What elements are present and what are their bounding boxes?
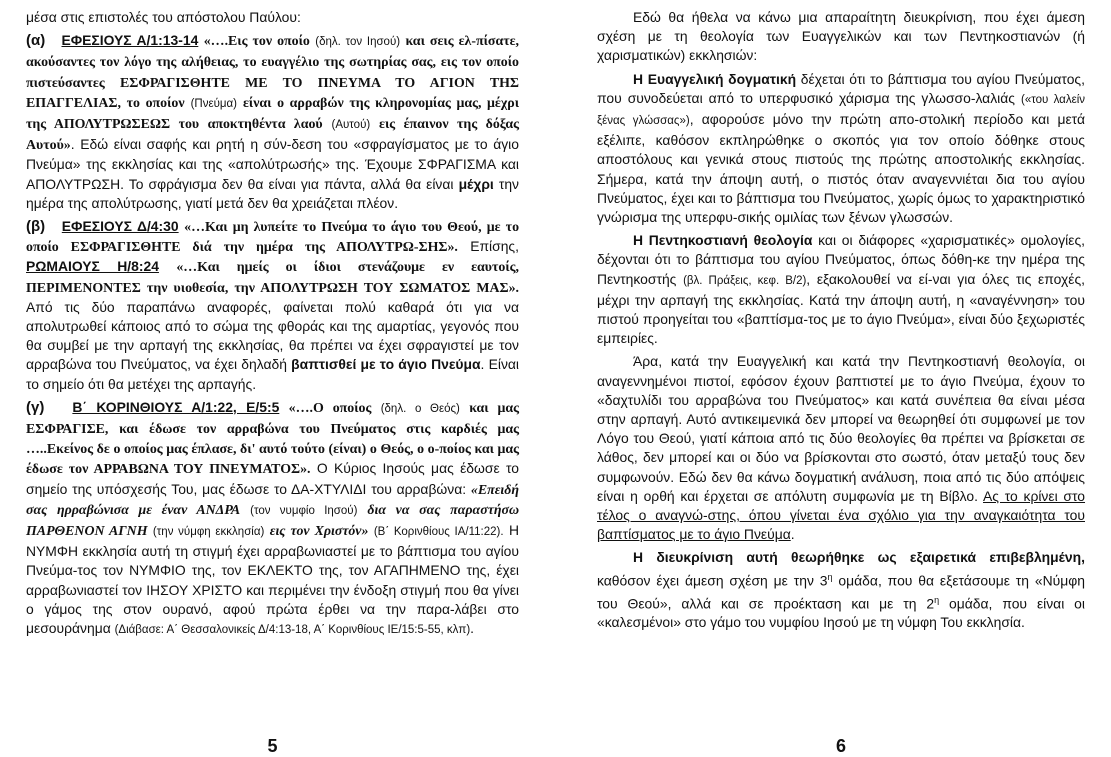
text-c3: . — [470, 620, 475, 637]
note-c5: (Διάβασε: Α΄ Θεσσαλονικείς Δ/4:13-18, Α΄ Κορινθίους ΙΕ/15:5-55, κλπ) — [114, 624, 471, 637]
text-b3: . Είναι το σημείο ότι θα μετέχει της αρπαγής. — [26, 356, 519, 392]
bold-b1: βαπτισθεί με το άγιο Πνεύμα — [291, 356, 481, 373]
paragraph-final — [597, 548, 1085, 632]
text-evangelical-1: δέχεται ότι το βάπτισμα του αγίου Πνεύματος, που συνοδεύεται από το υπερφυσικό χάρισμα της γλωσσο-λαλιάς — [597, 70, 1085, 106]
paragraph-clarification — [597, 8, 1085, 66]
paragraph-evangelical — [597, 70, 1085, 228]
quote-b2: «…Και ημείς οι ίδιοι στενάζουμε εν εαυτοίς, ΠΕΡΙΜΕΝΟΝΤΕΣ την υιοθεσία, την ΑΠΟΛΥΤΡΩΣΗ ΤΟΥ ΣΩΜΑΤΟΣ ΜΑΣ». — [26, 260, 519, 296]
note-c3: (την νύμφη εκκλησία) — [152, 526, 265, 539]
reference-ephesians-1: ΕΦΕΣΙΟΥΣ Α/1:13-14 — [61, 32, 199, 49]
note-a1: (δηλ. τον Ιησού) — [315, 36, 401, 49]
text-b1: Επίσης, — [470, 238, 519, 255]
left-page-body — [26, 8, 519, 640]
right-page-body — [597, 8, 1085, 633]
note-a3: (Αυτού) — [331, 119, 371, 132]
note-c2: (τον νυμφίο Ιησού) — [250, 504, 358, 517]
paragraph-pentecostal — [597, 231, 1085, 348]
paragraph-b — [26, 217, 519, 394]
superscript-2: η — [934, 594, 940, 605]
intro-text: μέσα στις επιστολές του απόστολου Παύλου: — [26, 9, 301, 25]
intro-line — [26, 8, 519, 27]
label-a: (α) — [26, 32, 46, 50]
quote-c5: εις τον Χριστόν» — [269, 524, 369, 540]
text-final-1: καθόσον έχει άμεση σχέση με την 3 — [597, 572, 828, 589]
quote-c3: «Επειδή σας ηρραβώνισα με έναν ΑΝΔΡΑ — [26, 482, 519, 518]
paragraph-c — [26, 398, 519, 640]
quote-b1: «…Και μη λυπείτε το Πνεύμα το άγιο του Θεού, με το οποίο ΕΣΦΡΑΓΙΣΘΗΤΕ διά την ημέρα της ΑΠΟΛΥΤΡΩ-ΣΗΣ». — [26, 220, 520, 256]
clarification-text: Εδώ θα ήθελα να κάνω μια απαραίτητη διευκρίνιση, που έχει άμεση σχέση με τη θεολογία των Ευαγγελικών και των Πεντηκοστιανών (ή χαρισματικών) εκκλησιών: — [597, 9, 1085, 64]
right-page — [597, 8, 1085, 757]
text-conclusion-2: . — [790, 526, 795, 543]
page-number-left: 5 — [267, 736, 278, 756]
bold-pentecostal: Η Πεντηκοστιανή θεολογία — [633, 232, 813, 249]
paragraph-conclusion — [597, 352, 1085, 544]
note-evangelical: («του λαλείν ξένας γλώσσας») — [597, 93, 1086, 128]
text-a1: . Εδώ είναι σαφής και ρητή η σύν-δεση του «σφραγίσματος με το άγιο Πνεύμα» της εκκλησίας και της «απολύτρωσής» της. Έχουμε ΣΦΡΑΓΙΣΜΑ και ΑΠΟΛΥΤΡΩΣΗ. Το σφράγισμα δεν θα είναι για πάντα, αλλά θα είναι — [26, 136, 519, 192]
reference-ephesians-4: ΕΦΕΣΙΟΥΣ Δ/4:30 — [61, 218, 179, 235]
reference-romans-8: ΡΩΜΑΙΟΥΣ Η/8:24 — [26, 258, 159, 275]
text-evangelical-2: , αφορούσε μόνο την πρώτη απο-στολική περίοδο και μετά εξέλιπε, καθόσον εκπληρώθηκε ο σκοπός για τον οποίο δόθηκε στους αποστόλους και γενικά στους πιστούς της πρώτης αποστολικής εκκλησίας. Σήμερα, κατά την άποψη αυτή, ο πιστός όταν αναγεννιέται δια του αγίου Πνεύματος, έχει και το βάπτισμα του Πνεύματος, χωρίς όμως το χαρακτηριστικό γνώρισμα της υπερφυ-σικής ομιλίας των ξένων γλωσσών. — [597, 111, 1086, 226]
text-a2: την ημέρα της απολύτρωσης, γιατί μετά δεν θα χρειάζεται πλέον. — [26, 175, 520, 211]
bold-a1: μέχρι — [458, 175, 494, 192]
quote-a2: και σεις ελ-πίσατε, ακούσαντες τον λόγο της αλήθειας, το ευαγγέλιο της σωτηρίας σας, εις τον οποίο πιστεύσαντες ΕΣΦΡΑΓΙΣΘΗΤΕ ΜΕ ΤΟ ΠΝΕΥΜΑ ΤΟ ΑΓΙΟΝ ΤΗΣ ΕΠΑΓΓΕΛΙΑΣ, το οποίον — [26, 34, 520, 111]
superscript-1: η — [827, 571, 833, 582]
text-c1: Ο Κύριος Ιησούς μας έδωσε το σημείο της υπόσχεσής Του, μας έδωσε το ΔΑ-ΧΤΥΛΙΔΙ του αρραβώνα: — [26, 460, 519, 497]
underlined-conclusion: Ας το κρίνει στο τέλος ο αναγνώ-στης, όπου γίνεται ένα σχόλιο για την αναγκαιότητα του βαπτίσματος με το άγιο Πνεύμα — [597, 487, 1086, 543]
quote-c2: και μας ΕΣΦΡΑΓΙΣΕ, και έδωσε τον αρραβώνα του Πνεύματος στις καρδιές μας …..Εκείνος δε ο οποίος μας έπλασε, δι' αυτό τούτο (είναι) ο Θεός, ο ο-ποίος και μας έδωσε τον ΑΡΡΑΒΩΝΑ ΤΟΥ ΠΝΕΥΜΑΤΟΣ». — [26, 400, 520, 478]
text-final-2: ομάδα, που θα εξετάσουμε τη «Νύμφη του Θεού», αλλά και σε προέκταση και με τη 2 — [597, 572, 1085, 612]
quote-a4: εις έπαινον της δόξας Αυτού» — [26, 117, 520, 154]
left-page — [26, 8, 519, 757]
text-pentecostal-2: , εξακολουθεί να εί-ναι για όλες τις εποχές, μέχρι την αρπαγή της εκκλησίας. Κατά την άποψη αυτή, η «αναγέννηση» του πιστού προηγείται του «βαπτίσμα-τος με το άγιο Πνεύμα», είναι δύο ξεχωριστές εμπειρίες. — [597, 270, 1085, 347]
text-c2: Η ΝΥΜΦΗ εκκλησία αυτή τη στιγμή έχει αρραβωνιαστεί με το βάπτισμα του αγίου Πνεύμα-τος τον ΝΥΜΦΙΟ της, τον ΕΚΛΕΚΤΟ της, τον ΑΓΑΠΗΜΕΝΟ της, έχει αρραβωνιαστεί τον ΙΗΣΟΥ ΧΡΙΣΤΟ και περιμένει την ένδοξη στιγμή που θα γίνει ο γάμος της στον ουρανό, αφού πρώτα έρθει να την παρα-λάβει στο μεσουράνημα — [26, 522, 520, 637]
text-conclusion-1: Άρα, κατά την Ευαγγελική και κατά την Πεντηκοστιανή θεολογία, οι αναγεννημένοι πιστοί, εφόσον έχουν βαπτιστεί με το άγιο Πνεύμα, έχουν το «δαχτυλίδι του αρραβώνα του Πνεύματος» και κατά συνέπεια θα είναι μέσα στην αρπαγή. Αυτό αντικειμενικά δεν μπορεί να θεωρηθεί ότι συμφωνεί με τον Λόγο του Θεού, γιατί κάποια από τις δύο θεολογίες θα πρέπει να βρίσκεται σε λάθος, δεν μπορεί και οι δύο να βρίσκονται στο σωστό, όταν μεταξύ τους δεν συμφωνούν. Εδώ δεν θα κάνω δογματική ανάλυση, ποια από τις δύο απόψεις είναι η ορθή και έρχεται σε απόλυτη συμφωνία με τη Βίβλο. — [597, 353, 1085, 504]
text-pentecostal-1: και οι διάφορες «χαρισματικές» ομολογίες, δέχονται ότι το βάπτισμα του αγίου Πνεύματος, όπως δόθη-κε την ημέρα της Πεντηκοστής — [597, 232, 1086, 287]
text-final-3: ομάδα, που είναι οι «καλεσμένοι» στο γάμο του νυμφίου Ιησού με τη νύμφη Του εκκλησία. — [597, 595, 1085, 631]
quote-c4: δια να σας παραστήσω ΠΑΡΘΕΝΟΝ ΑΓΝΗ — [26, 502, 520, 540]
label-c: (γ) — [26, 398, 45, 416]
quote-c1: «….Ο οποίος — [288, 400, 372, 416]
note-pentecostal: (βλ. Πράξεις, κεφ. Β/2) — [683, 274, 807, 287]
note-a2: (Πνεύμα) — [190, 97, 237, 110]
paragraph-a — [26, 31, 519, 213]
quote-a3: είναι ο αρραβών της κληρονομίας μας, μέχρι της ΑΠΟΛΥΤΡΩΣΕΩΣ του αποκτηθέντα λαού — [26, 95, 520, 133]
bold-evangelical: Η Ευαγγελική δογματική — [633, 70, 797, 87]
quote-a1: «….Εις τον οποίο — [203, 34, 310, 50]
reference-corinthians: Β΄ ΚΟΡΙΝΘΙΟΥΣ Α/1:22, Ε/5:5 — [72, 398, 280, 415]
label-b: (β) — [26, 218, 46, 236]
note-c1: (δηλ. ο Θεός) — [380, 402, 460, 415]
bold-final: Η διευκρίνιση αυτή θεωρήθηκε ως εξαιρετικά επιβεβλημένη, — [633, 549, 1085, 566]
page-number-right: 6 — [835, 736, 846, 756]
text-b2: Από τις δύο παραπάνω αναφορές, φαίνεται πολύ καθαρά ότι για να απολυτρωθεί κάποιος από το σώμα της φθοράς και της αμαρτίας, γεγονός που θα συμβεί με την αρπαγή της εκκλησίας, θα πρέπει να έχει σφραγιστεί με τον αρραβώνα του Πνεύματος, να έχει δηλαδή — [26, 298, 519, 373]
note-c4: (Β΄ Κορινθίους ΙΑ/11:22). — [373, 526, 504, 539]
